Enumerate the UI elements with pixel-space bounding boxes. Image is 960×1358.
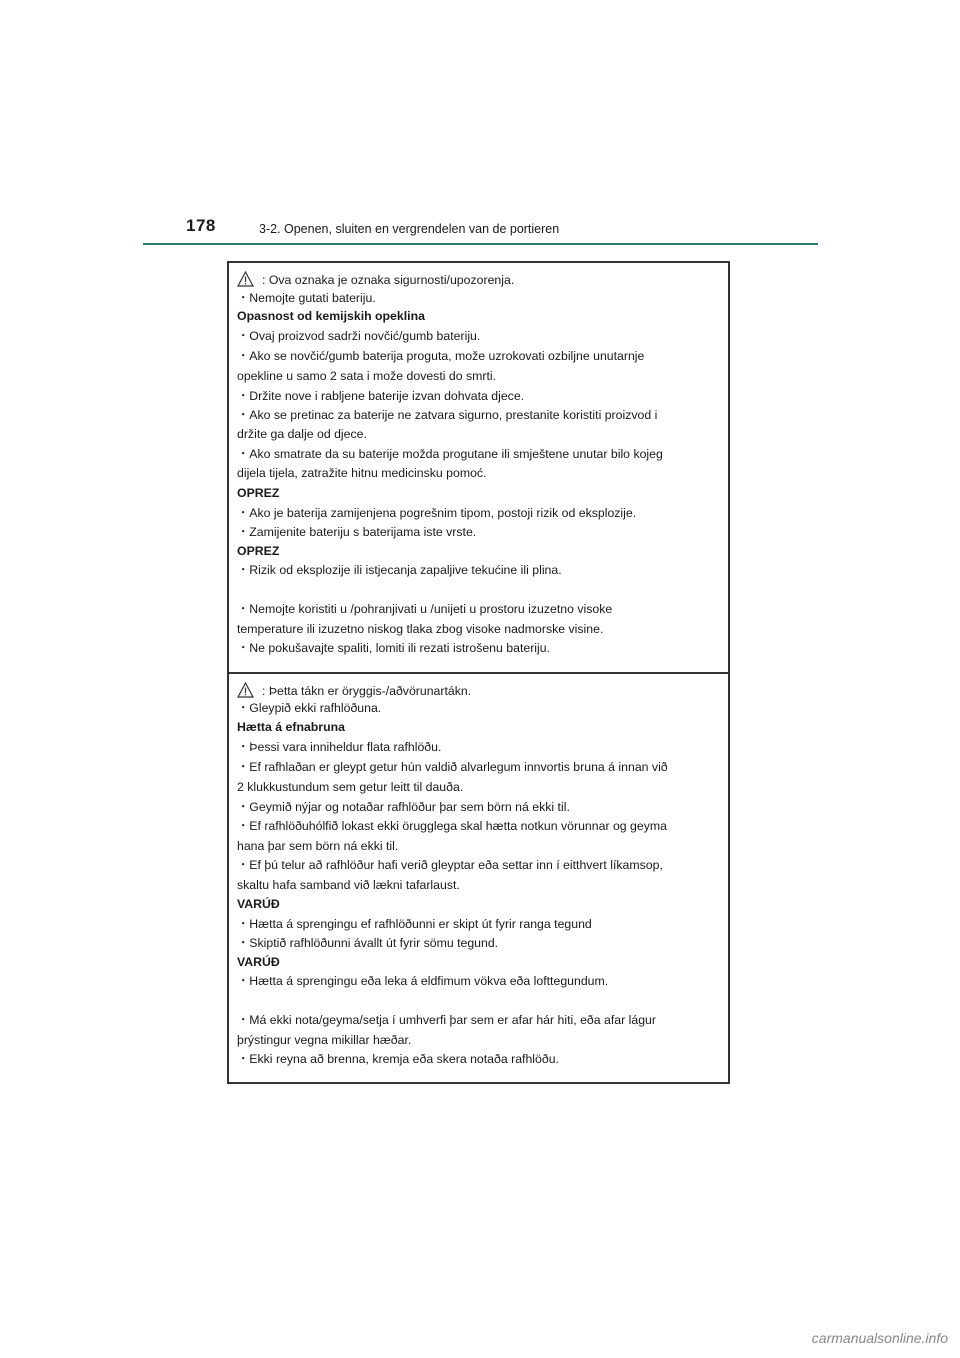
croatian-warning-section [229,263,728,674]
croatian-line: ・Nemojte koristiti u /pohranjivati u /unijeti u prostoru izuzetno visoke [237,602,613,616]
croatian-line: temperature ili izuzetno niskog tlaka zbog visoke nadmorske visine. [237,622,604,636]
icelandic-subheading: Hætta á efnabruna [237,720,345,734]
croatian-line: ・Nemojte gutati bateriju. [237,291,376,305]
icelandic-line: ・Gleypið ekki rafhlöðuna. [237,701,382,715]
croatian-line: ・Ako smatrate da su baterije možda progutane ili smještene unutar bilo kojeg [237,447,663,461]
croatian-heading-line [237,271,514,287]
croatian-caution-label: OPREZ [237,486,280,500]
icelandic-line: ・Ef rafhlaðan er gleypt getur hún valdið alvarlegum innvortis bruna á innan við [237,760,668,774]
croatian-caution-label: OPREZ [237,544,280,558]
croatian-subheading: Opasnost od kemijskih opeklina [237,309,425,323]
warning-triangle-icon [237,682,254,698]
icelandic-line: hana þar sem börn ná ekki til. [237,839,399,853]
icelandic-line: skaltu hafa samband við lækni tafarlaust. [237,878,460,892]
icelandic-warning-section [229,674,728,1082]
section-title: 3-2. Openen, sluiten en vergrendelen van de portieren [259,222,560,236]
icelandic-heading-text: : Þetta tákn er öryggis-/aðvörunartákn. [262,684,472,698]
icelandic-line: ・Hætta á sprengingu eða leka á eldfimum vökva eða lofttegundum. [237,974,609,988]
croatian-line: ・Ako se pretinac za baterije ne zatvara sigurno, prestanite koristiti proizvod i [237,408,658,422]
icelandic-line: ・Þessi vara inniheldur flata rafhlöðu. [237,740,442,754]
icelandic-line: ・Ef þú telur að rafhlöður hafi verið gleyptar eða settar inn í eitthvert líkamsop, [237,858,663,872]
icelandic-caution-label: VARÚÐ [237,955,280,969]
croatian-line: ・Ne pokušavajte spaliti, lomiti ili rezati istrošenu bateriju. [237,641,551,655]
croatian-line: ・Zamijenite bateriju s baterijama iste vrste. [237,525,477,539]
page-number: 178 [186,216,216,235]
icelandic-line: ・Má ekki nota/geyma/setja í umhverfi þar sem er afar hár hiti, eða afar lágur [237,1013,656,1027]
icelandic-line: 2 klukkustundum sem getur leitt til dauða. [237,780,464,794]
croatian-line: dijela tijela, zatražite hitnu medicinsku pomoć. [237,466,487,480]
icelandic-line: ・Ekki reyna að brenna, kremja eða skera notaða rafhlöðu. [237,1052,559,1066]
icelandic-line: þrýstingur vegna mikillar hæðar. [237,1033,412,1047]
croatian-line: opekline u samo 2 sata i može dovesti do smrti. [237,369,497,383]
croatian-line: držite ga dalje od djece. [237,427,367,441]
warning-box [227,261,730,1084]
icelandic-line: ・Skiptið rafhlöðunni ávallt út fyrir sömu tegund. [237,936,499,950]
icelandic-heading-line [237,682,471,698]
croatian-line: ・Ako se novčić/gumb baterija proguta, može uzrokovati ozbiljne unutarnje [237,349,645,363]
warning-triangle-icon [237,271,254,287]
watermark: carmanualsonline.info [811,1330,948,1346]
icelandic-line: ・Hætta á sprengingu ef rafhlöðunni er skipt út fyrir ranga tegund [237,917,592,931]
icelandic-line: ・Ef rafhlöðuhólfið lokast ekki örugglega skal hætta notkun vörunnar og geyma [237,819,667,833]
croatian-line: ・Ovaj proizvod sadrži novčić/gumb bateriju. [237,329,481,343]
croatian-heading-text: : Ova oznaka je oznaka sigurnosti/upozorenja. [262,273,515,287]
header-rule [143,243,818,245]
croatian-line: ・Rizik od eksplozije ili istjecanja zapaljive tekućine ili plina. [237,563,562,577]
croatian-line: ・Držite nove i rabljene baterije izvan dohvata djece. [237,389,525,403]
icelandic-line: ・Geymið nýjar og notaðar rafhlöður þar sem börn ná ekki til. [237,800,570,814]
icelandic-caution-label: VARÚÐ [237,897,280,911]
croatian-line: ・Ako je baterija zamijenjena pogrešnim tipom, postoji rizik od eksplozije. [237,506,637,520]
